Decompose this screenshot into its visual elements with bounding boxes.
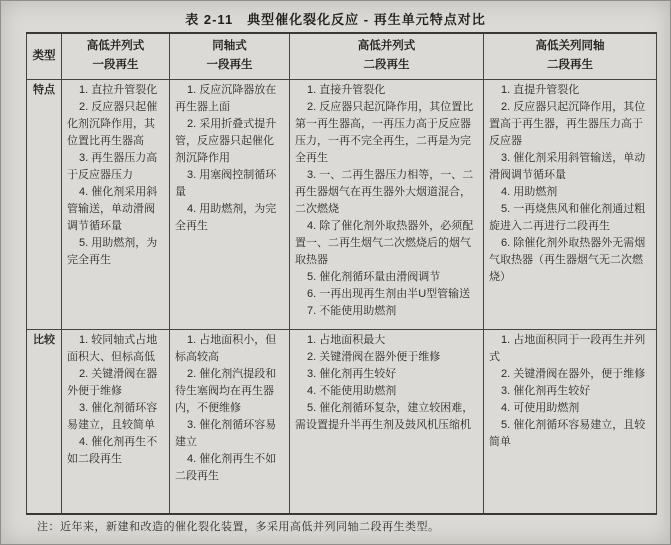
comparison-cell-col2 [170, 329, 290, 514]
column-header-line2: 一段再生 [206, 59, 253, 72]
features-row [27, 79, 657, 329]
cell-item: 2. 反应器只起催化剂沉降作用，其位置比再生器高 [67, 100, 158, 147]
cell-item: 5. 催化剂循环复杂，建立较困难，需设置提升半再生剂及鼓风机压缩机 [295, 401, 474, 431]
cell-item: 5. 一再烧焦风和催化剂通过粗旋进入二再进行二段再生 [489, 202, 646, 232]
column-header-line2: 二段再生 [547, 59, 593, 72]
cell-item: 3. 一、二再生器压力相等，一、二再生器烟气在再生器外大烟道混合，二次燃烧 [295, 168, 474, 215]
cell-item: 3. 用塞阀控制循环量 [175, 168, 277, 198]
cell-item: 4. 用助燃剂，为完全再生 [175, 202, 277, 232]
cell-item: 2. 关键滑阀在器外便于维修 [307, 350, 441, 363]
cell-item: 2. 关键滑阀在器外便于维修 [67, 367, 158, 397]
cell-item: 1. 直拉升管裂化 [79, 83, 158, 96]
row-label-comparison: 比较 [27, 329, 62, 514]
cell-item: 2. 关键滑阀在器外，便于维修 [501, 367, 646, 380]
comparison-table [26, 32, 657, 515]
column-header-coaxial-one-stage [170, 33, 290, 79]
cell-item: 1. 占地面积同于一段再生并列式 [489, 333, 646, 363]
cell-item: 6. 除催化剂外取热器外无需烟气取热器（再生器烟气无二次燃烧） [489, 236, 646, 283]
cell-item: 6. 一再出现再生剂由半U型管输送 [307, 287, 471, 300]
table-title: 表 2-11 典型催化裂化反应 - 再生单元特点对比 [185, 12, 486, 27]
cell-item: 3. 催化剂采用斜管输送，单动滑阀调节循环量 [489, 151, 646, 181]
column-header-line2: 一段再生 [92, 59, 139, 72]
cell-item: 7. 不能使用助燃剂 [307, 304, 397, 317]
row-label-features: 特点 [27, 79, 62, 329]
cell-item: 2. 反应器只起沉降作用，其位置比第一再生器高，一再压力高于反应器压力，一再不完全再生，二再是为完全再生 [295, 100, 474, 164]
features-cell-col2 [170, 79, 290, 329]
column-header-coaxial-two-stage [484, 33, 657, 79]
cell-item: 1. 占地面积最大 [307, 333, 386, 346]
features-cell-col1 [62, 79, 170, 329]
features-cell-col3 [290, 79, 484, 329]
cell-item: 4. 催化剂再生不如二段再生 [175, 452, 277, 482]
table-footnote: 注：近年来，新建和改造的催化裂化装置，多采用高低并列同轴二段再生类型。 [37, 521, 440, 533]
cell-item: 3. 催化剂再生较好 [307, 367, 397, 380]
cell-item: 4. 用助燃剂 [501, 185, 558, 198]
cell-item: 5. 催化剂循环量由滑阀调节 [307, 270, 441, 283]
comparison-cell-col3 [290, 329, 484, 514]
column-header-parallel-one-stage [62, 33, 170, 79]
cell-item: 5. 催化剂循环容易建立，且较简单 [489, 418, 646, 448]
cell-item: 3. 催化剂再生较好 [501, 384, 591, 397]
cell-item: 3. 催化剂循环容易建立，且较简单 [67, 401, 158, 431]
comparison-cell-col1 [62, 329, 170, 514]
corner-header-cell: 类型 [27, 33, 62, 79]
column-header-line1: 同轴式 [212, 40, 247, 53]
cell-item: 4. 除了催化剂外取热器外，必须配置一、二再生烟气二次燃烧后的烟气取热器 [295, 219, 474, 266]
cell-item: 1. 直接升管裂化 [307, 83, 386, 96]
column-header-line1: 高低并列式 [357, 40, 416, 53]
cell-item: 3. 催化剂循环容易建立 [175, 418, 277, 448]
column-header-parallel-two-stage [290, 33, 484, 79]
cell-item: 4. 催化剂采用斜管输送，单动滑阀调节循环量 [67, 185, 158, 232]
cell-item: 1. 直提升管裂化 [501, 83, 580, 96]
comparison-cell-col4 [484, 329, 657, 514]
cell-item: 2. 催化剂汽提段和待生塞阀均在再生器内，不便维修 [175, 367, 277, 414]
cell-item: 1. 较同轴式占地面积大、但标高低 [67, 333, 158, 363]
cell-item: 4. 催化剂再生不如二段再生 [67, 435, 158, 465]
cell-item: 5. 用助燃剂，为完全再生 [67, 236, 158, 266]
column-header-line2: 二段再生 [363, 59, 410, 72]
cell-item: 1. 反应沉降器放在再生器上面 [175, 83, 277, 113]
cell-item: 4. 可使用助燃剂 [501, 401, 580, 414]
cell-item: 3. 再生器压力高于反应器压力 [67, 151, 158, 181]
cell-item: 2. 采用折叠式提升管，反应器只起催化剂沉降作用 [175, 117, 277, 164]
table-header-row [27, 33, 657, 79]
cell-item: 2. 反应器只起沉降作用，其位置高于再生器，再生器压力高于反应器 [489, 100, 646, 147]
cell-item: 1. 占地面积小，但标高较高 [175, 333, 277, 363]
column-header-line1: 高低关列同轴 [535, 40, 605, 53]
comparison-row [27, 329, 657, 514]
features-cell-col4 [484, 79, 657, 329]
column-header-line1: 高低并列式 [86, 40, 145, 53]
cell-item: 4. 不能使用助燃剂 [307, 384, 397, 397]
